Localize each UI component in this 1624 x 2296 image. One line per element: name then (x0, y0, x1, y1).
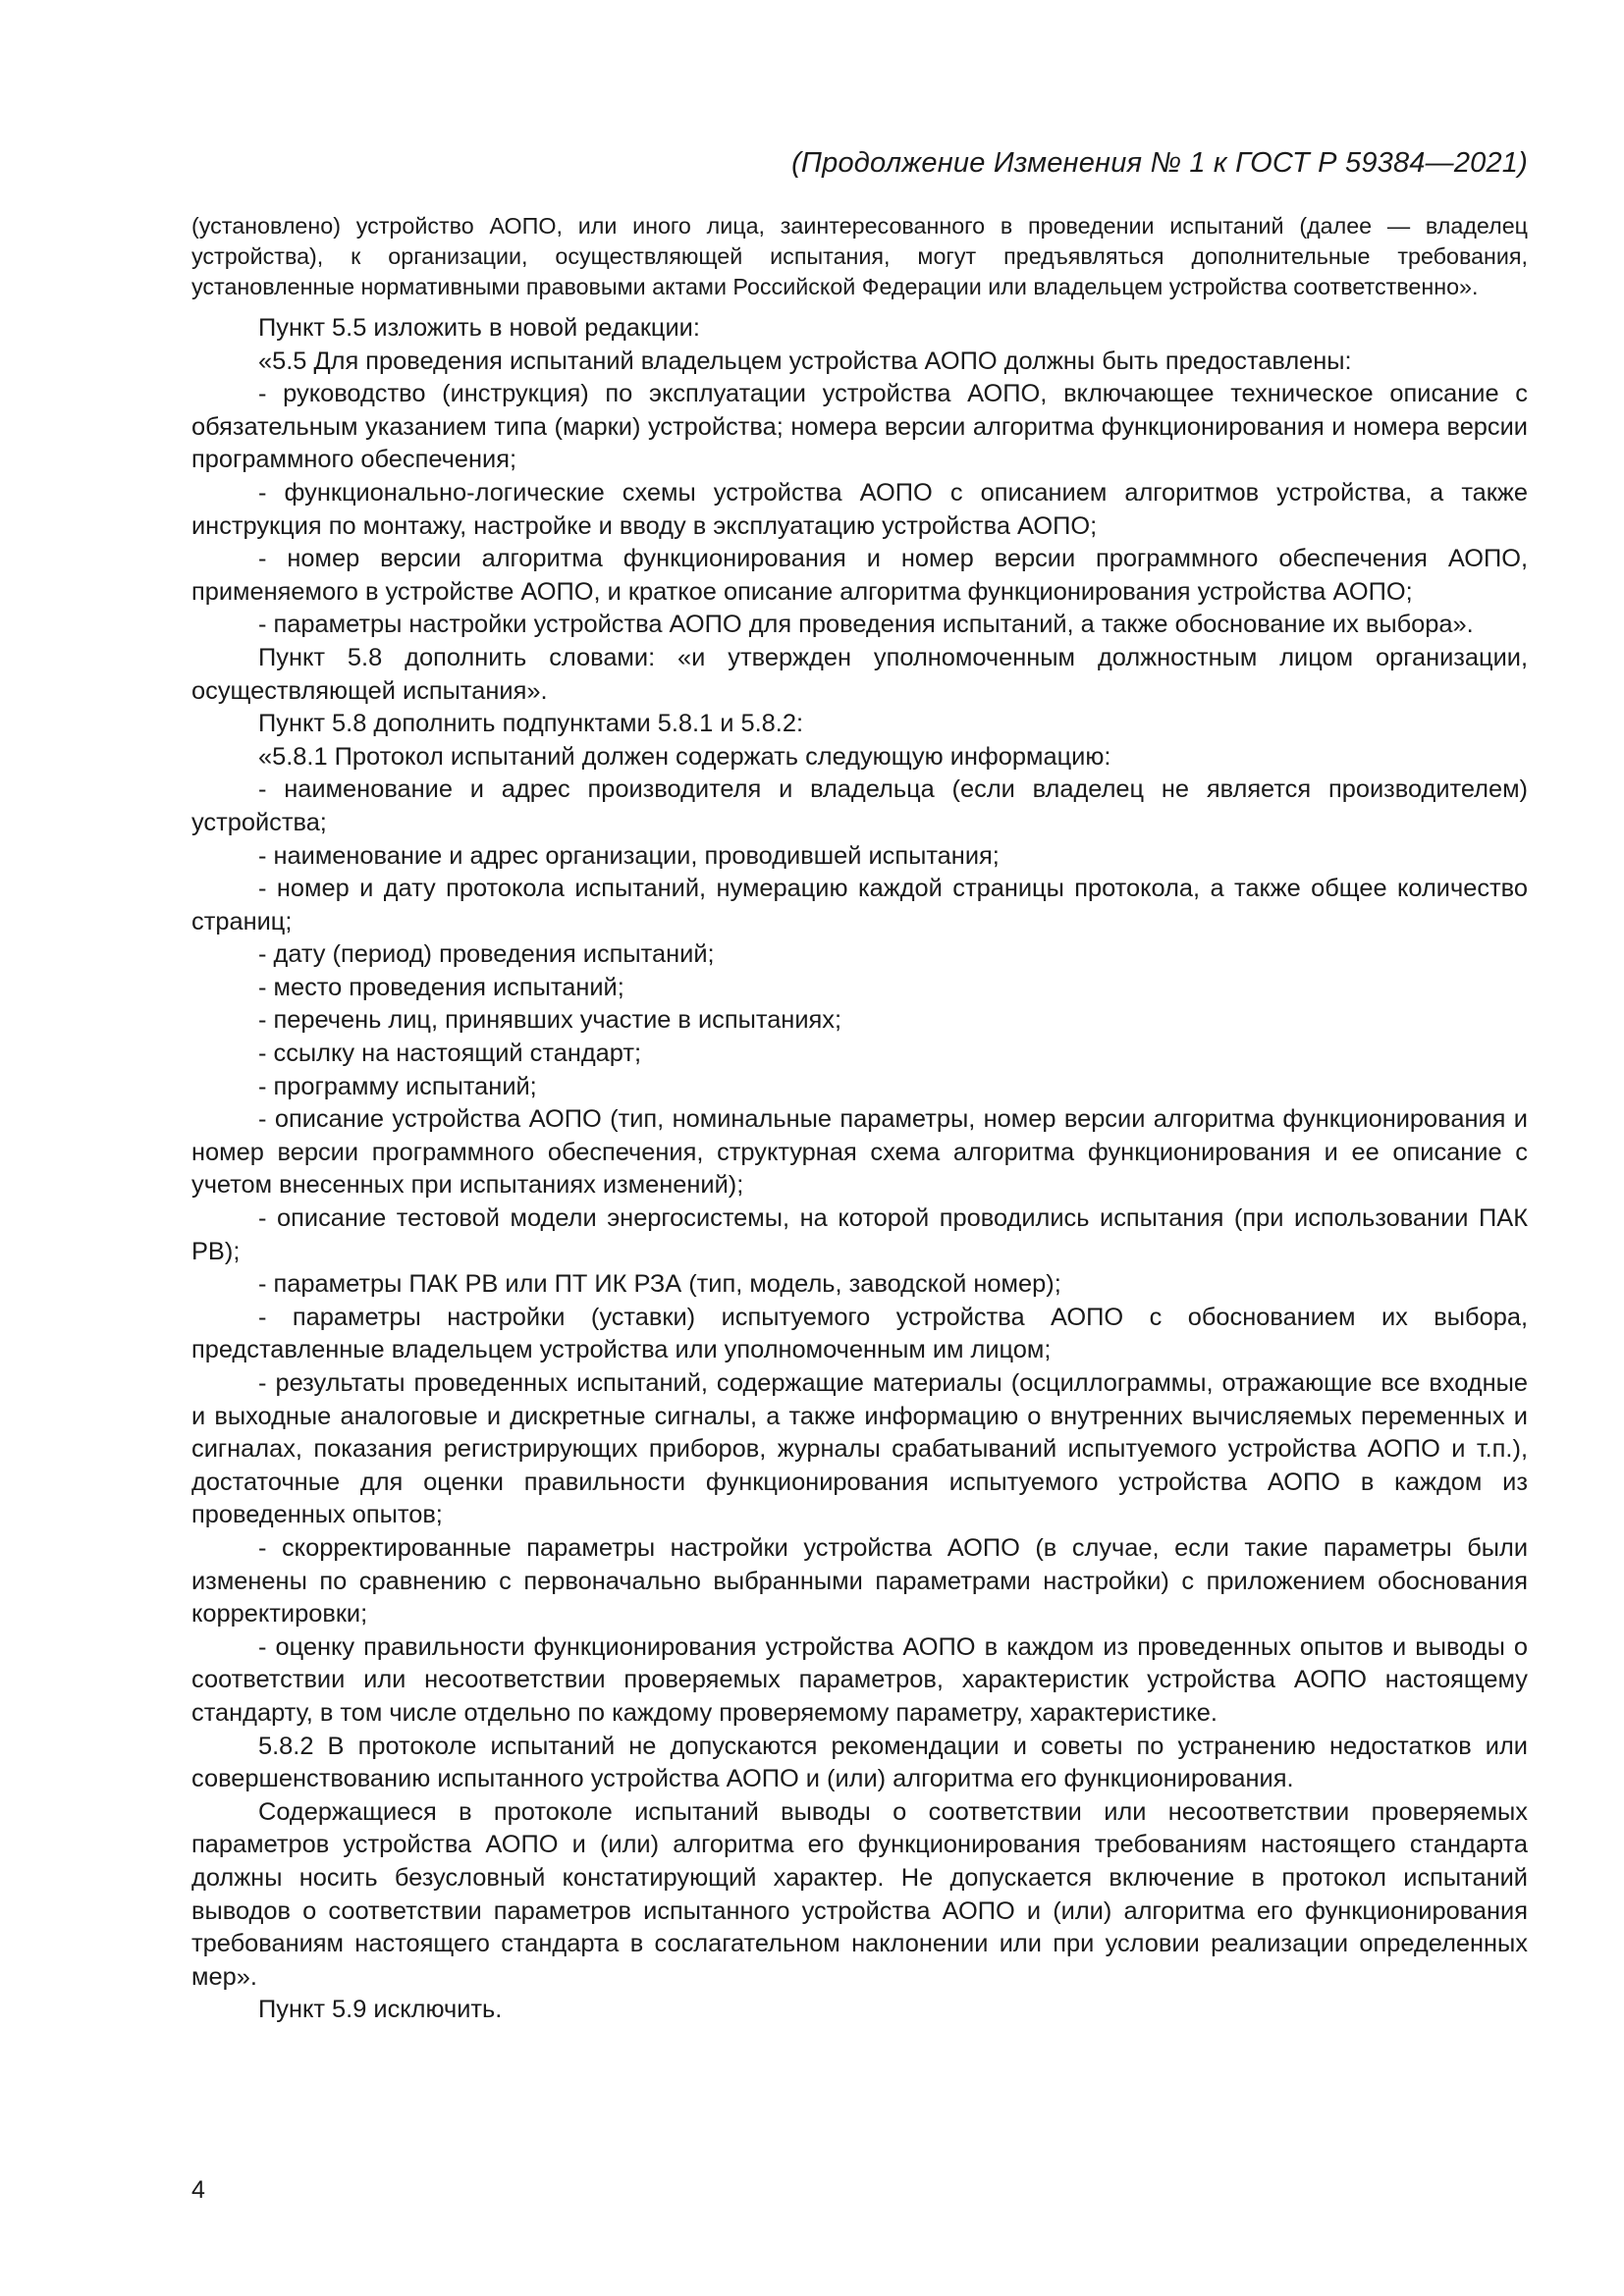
paragraph: Пункт 5.8 дополнить словами: «и утвержден уполномоченным должностным лицом организации, осуществляющей испытания». (191, 643, 1528, 705)
list-item: - программу испытаний; (258, 1072, 537, 1100)
list-item: - дату (период) проведения испытаний; (258, 940, 715, 969)
paragraph: Пункт 5.5 изложить в новой редакции: (258, 314, 700, 342)
list-item: - параметры настройки (уставки) испытуемого устройства АОПО с обоснованием их выбора, представленные владельцем устройства или уполномоченным им лицом; (191, 1303, 1528, 1364)
paragraph: «5.8.1 Протокол испытаний должен содержать следующую информацию: (258, 742, 1111, 771)
list-item: - результаты проведенных испытаний, содержащие материалы (осциллограммы, отражающие все входные и выходные аналоговые и дискретные сигналы, а также информацию о внутренних вычисляемых переменных и сигналах, показания регистрирующих приборов, журналы срабатываний испытуемого устройства АОПО и т.п.), достаточные для оценки правильности функционирования испытуемого устройства АОПО в каждом из проведенных опытов; (191, 1369, 1528, 1529)
list-item: - ссылку на настоящий стандарт; (258, 1040, 642, 1068)
list-item: - функционально-логические схемы устройства АОПО с описанием алгоритмов устройства, а также инструкция по монтажу, настройке и вводу в эксплуатацию устройства АОПО; (191, 478, 1528, 540)
intro-paragraph: (установлено) устройство АОПО, или иного лица, заинтересованного в проведении испытаний (далее — владелец устройства), к организации, осуществляющей испытания, могут предъявляться дополнительные требования, установленные нормативными правовыми актами Российской Федерации или владельцем устройства соответственно». (191, 213, 1528, 299)
page-number: 4 (191, 2176, 205, 2204)
list-item: - номер версии алгоритма функционирования и номер версии программного обеспечения АОПО, применяемого в устройстве АОПО, и краткое описание алгоритма функционирования устройства АОПО; (191, 545, 1528, 606)
list-item: - место проведения испытаний; (258, 973, 624, 1001)
list-item: - наименование и адрес производителя и владельца (если владелец не является производителем) устройства; (191, 775, 1528, 836)
paragraph: Содержащиеся в протоколе испытаний выводы о соответствии или несоответствии проверяемых параметров устройства АОПО и (или) алгоритма его функционирования требованиям настоящего стандарта должны носить безусловный констатирующий характер. Не допускается включение в протокол испытаний выводов о соответствии параметров испытанного устройства АОПО и (или) алгоритма его функционирования требованиям настоящего стандарта в сослагательном наклонении или при условии реализации определенных мер». (191, 1797, 1528, 1991)
list-item: - номер и дату протокола испытаний, нумерацию каждой страницы протокола, а также общее количество страниц; (191, 875, 1528, 935)
list-item: - руководство (инструкция) по эксплуатации устройства АОПО, включающее техническое описание с обязательным указанием типа (марки) устройства; номера версии алгоритма функционирования и номера версии программного обеспечения; (191, 380, 1528, 474)
paragraph: Пункт 5.8 дополнить подпунктами 5.8.1 и 5.8.2: (258, 710, 804, 738)
list-item: - перечень лиц, принявших участие в испытаниях; (258, 1006, 842, 1035)
paragraph: 5.8.2 В протоколе испытаний не допускаются рекомендации и советы по устранению недостатков или совершенствованию испытанного устройства АОПО и (или) алгоритма его функционирования. (191, 1732, 1528, 1793)
list-item: - наименование и адрес организации, проводившей испытания; (258, 841, 1000, 870)
continuation-header: (Продолжение Изменения № 1 к ГОСТ Р 59384—2021) (791, 147, 1528, 179)
paragraph: Пункт 5.9 исключить. (258, 1996, 503, 2024)
list-item: - описание устройства АОПО (тип, номинальные параметры, номер версии алгоритма функционирования и номер версии программного обеспечения, структурная схема алгоритма функционирования и ее описание с учетом внесенных при испытаниях изменений); (191, 1105, 1528, 1200)
intro-block (191, 211, 1528, 302)
main-text (191, 312, 1528, 2027)
list-item: - параметры настройки устройства АОПО для проведения испытаний, а также обоснование их выбора». (258, 611, 1474, 639)
list-item: - скорректированные параметры настройки устройства АОПО (в случае, если такие параметры были изменены по сравнению с первоначально выбранными параметрами настройки) с приложением обоснования корректировки; (191, 1533, 1528, 1629)
document-body (191, 211, 1528, 2027)
list-item: - описание тестовой модели энергосистемы, на которой проводились испытания (при использовании ПАК РВ); (191, 1204, 1528, 1265)
list-item: - параметры ПАК РВ или ПТ ИК РЗА (тип, модель, заводской номер); (258, 1270, 1061, 1299)
paragraph: «5.5 Для проведения испытаний владельцем устройства АОПО должны быть предоставлены: (258, 347, 1352, 375)
list-item: - оценку правильности функционирования устройства АОПО в каждом из проведенных опытов и выводы о соответствии или несоответствии проверяемых параметров, характеристик устройства АОПО настоящему стандарту, в том числе отдельно по каждому проверяемому параметру, характеристике. (191, 1632, 1528, 1727)
